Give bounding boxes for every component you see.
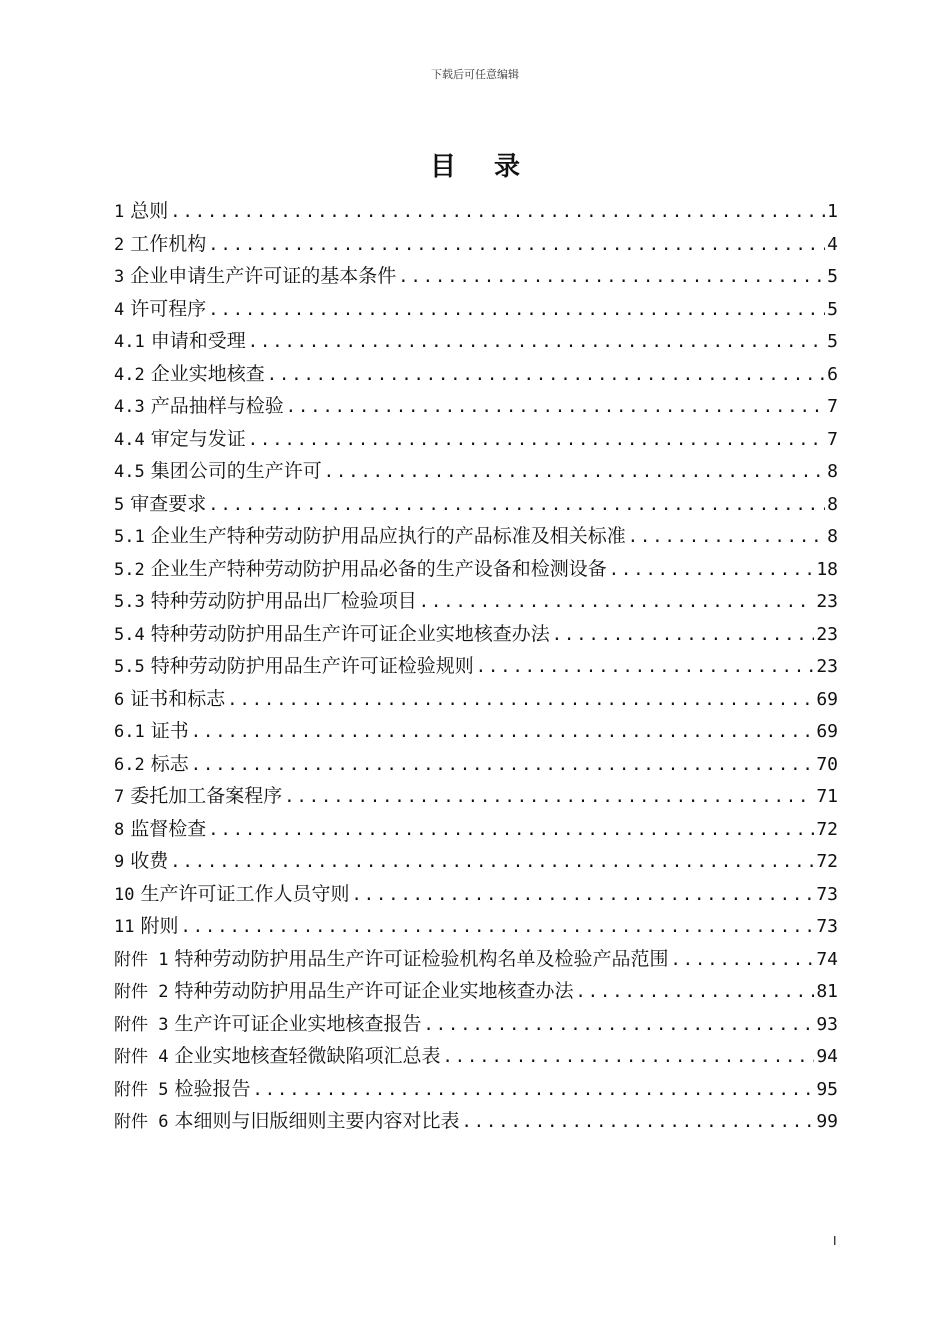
toc-text: 总则 (130, 200, 169, 222)
toc-number: 6 (114, 689, 125, 710)
toc-entry[interactable] (114, 943, 838, 976)
toc-leader-dots (181, 911, 815, 944)
toc-label (114, 228, 206, 262)
toc-text: 审查要求 (130, 492, 207, 515)
toc-page-number: 94 (816, 1046, 838, 1067)
toc-entry[interactable] (114, 553, 838, 586)
toc-entry[interactable] (114, 1040, 838, 1073)
toc-leader-dots (253, 1074, 815, 1107)
toc-label (114, 975, 574, 1009)
toc-label (114, 195, 168, 229)
toc-number: 5.2 (114, 559, 145, 580)
toc-label (114, 423, 246, 457)
toc-label (114, 293, 206, 327)
toc-leader-dots (476, 651, 815, 684)
toc-entry[interactable] (114, 488, 838, 521)
toc-number: 5.3 (114, 592, 145, 612)
toc-leader-dots (191, 716, 815, 749)
toc-leader-dots (208, 294, 825, 327)
toc-page-number: 5 (827, 266, 838, 287)
toc-text: 证书 (150, 720, 189, 742)
toc-page-number: 4 (827, 233, 838, 255)
toc-page-number: 1 (827, 201, 838, 222)
toc-page-number: 8 (827, 461, 838, 482)
toc-number: 附件 1 (114, 949, 169, 970)
toc-text: 产品抽样与检验 (150, 395, 284, 417)
toc-label (114, 780, 282, 814)
toc-leader-dots (191, 749, 815, 782)
toc-leader-dots (419, 586, 815, 619)
toc-entry[interactable] (114, 195, 838, 228)
toc-number: 4.2 (114, 364, 145, 385)
toc-leader-dots (352, 879, 815, 912)
toc-number: 5.4 (114, 624, 145, 645)
toc-number: 5.5 (114, 657, 145, 677)
toc-number: 5 (114, 494, 125, 515)
toc-entry[interactable] (114, 618, 838, 651)
toc-text: 工作机构 (130, 232, 207, 255)
toc-text: 企业生产特种劳动防护用品必备的生产设备和检测设备 (150, 557, 607, 580)
toc-page-number: 99 (816, 1111, 838, 1132)
toc-leader-dots (576, 976, 815, 1009)
toc-number: 6.1 (114, 722, 145, 742)
toc-label (114, 650, 474, 684)
toc-leader-dots (208, 814, 814, 847)
toc-leader-dots (552, 619, 815, 652)
page-title (0, 146, 950, 183)
toc-page-number: 69 (816, 721, 838, 742)
toc-text: 审定与发证 (150, 427, 246, 450)
toc-label (114, 748, 189, 782)
toc-number: 9 (114, 852, 125, 872)
toc-text: 特种劳动防护用品出厂检验项目 (150, 590, 417, 612)
page-footer-mark: I (833, 1234, 837, 1248)
toc-leader-dots (628, 521, 825, 554)
toc-entry[interactable] (114, 325, 838, 358)
toc-text: 检验报告 (174, 1077, 251, 1100)
toc-list (114, 195, 838, 1138)
title-char-1: 目 (429, 152, 456, 182)
toc-text: 监督检查 (130, 817, 207, 840)
toc-text: 特种劳动防护用品生产许可证检验机构名单及检验产品范围 (174, 947, 669, 970)
toc-entry[interactable] (114, 585, 838, 618)
toc-page-number: 71 (816, 786, 838, 807)
toc-text: 企业申请生产许可证的基本条件 (130, 265, 397, 287)
toc-leader-dots (248, 326, 825, 359)
toc-number: 7 (114, 787, 125, 807)
toc-entry[interactable] (114, 390, 838, 423)
toc-text: 企业实地核查 (150, 362, 265, 385)
toc-page-number: 69 (816, 688, 838, 710)
toc-entry[interactable] (114, 1105, 838, 1138)
toc-text: 特种劳动防护用品生产许可证企业实地核查办法 (150, 622, 550, 645)
toc-label (114, 553, 607, 587)
toc-text: 委托加工备案程序 (130, 785, 283, 807)
toc-entry[interactable] (114, 748, 838, 781)
toc-number: 4 (114, 299, 125, 320)
toc-entry[interactable] (114, 1008, 838, 1041)
toc-number: 附件 3 (114, 1014, 169, 1035)
toc-number: 11 (114, 917, 135, 937)
toc-leader-dots (609, 554, 815, 587)
toc-leader-dots (398, 261, 825, 294)
toc-leader-dots (324, 456, 825, 489)
toc-label (114, 1040, 441, 1074)
toc-label (114, 715, 189, 749)
toc-text: 企业实地核查轻微缺陷项汇总表 (174, 1045, 441, 1067)
toc-number: 附件 6 (114, 1112, 169, 1132)
toc-leader-dots (443, 1041, 815, 1074)
toc-leader-dots (208, 489, 825, 522)
toc-page-number: 23 (816, 623, 838, 645)
toc-number: 10 (114, 884, 135, 905)
toc-label (114, 358, 265, 392)
toc-page-number: 5 (827, 298, 838, 320)
toc-entry[interactable] (114, 358, 838, 391)
toc-label (114, 520, 626, 554)
toc-entry[interactable] (114, 228, 838, 261)
toc-entry[interactable] (114, 975, 838, 1008)
toc-number: 附件 2 (114, 982, 169, 1002)
toc-page-number: 23 (816, 591, 838, 612)
toc-number: 4.5 (114, 462, 145, 482)
toc-entry[interactable] (114, 293, 838, 326)
toc-entry[interactable] (114, 878, 838, 911)
toc-number: 8 (114, 819, 125, 840)
toc-entry[interactable] (114, 1073, 838, 1106)
toc-number: 5.1 (114, 527, 145, 547)
toc-entry[interactable] (114, 520, 838, 553)
toc-entry[interactable] (114, 813, 838, 846)
toc-number: 4.1 (114, 332, 145, 352)
toc-number: 6.2 (114, 754, 145, 775)
toc-number: 附件 4 (114, 1047, 169, 1067)
toc-entry[interactable] (114, 715, 838, 748)
toc-page-number: 5 (827, 331, 838, 352)
toc-number: 附件 5 (114, 1079, 169, 1100)
toc-page-number: 72 (816, 818, 838, 840)
toc-page-number: 72 (816, 851, 838, 872)
toc-page-number: 18 (816, 558, 838, 580)
toc-text: 生产许可证企业实地核查报告 (174, 1012, 422, 1035)
toc-page-number: 6 (827, 363, 838, 385)
toc-label (114, 943, 669, 977)
title-char-2: 录 (494, 152, 521, 182)
toc-page-number: 8 (827, 526, 838, 547)
toc-page-number: 73 (816, 883, 838, 905)
toc-entry[interactable] (114, 423, 838, 456)
toc-text: 标志 (150, 752, 189, 775)
toc-leader-dots (170, 196, 825, 229)
toc-text: 许可程序 (130, 297, 207, 320)
toc-leader-dots (462, 1106, 815, 1139)
toc-page-number: 7 (827, 428, 838, 450)
toc-entry[interactable] (114, 260, 838, 293)
toc-label (114, 845, 168, 879)
toc-page-number: 81 (816, 981, 838, 1002)
toc-entry[interactable] (114, 683, 838, 716)
toc-leader-dots (286, 391, 825, 424)
toc-leader-dots (248, 424, 825, 457)
toc-page-number: 74 (816, 948, 838, 970)
toc-label (114, 390, 284, 424)
toc-text: 本细则与旧版细则主要内容对比表 (174, 1110, 460, 1132)
toc-label (114, 455, 322, 489)
toc-label (114, 488, 206, 522)
toc-label (114, 1105, 460, 1139)
toc-leader-dots (227, 684, 814, 717)
toc-entry[interactable] (114, 910, 838, 943)
toc-label (114, 683, 225, 717)
toc-label (114, 260, 396, 294)
toc-text: 生产许可证工作人员守则 (140, 882, 350, 905)
toc-number: 3 (114, 267, 125, 287)
toc-entry[interactable] (114, 845, 838, 878)
toc-label (114, 585, 417, 619)
toc-page-number: 23 (816, 656, 838, 677)
toc-text: 申请和受理 (150, 330, 246, 352)
toc-leader-dots (671, 944, 815, 977)
toc-text: 附则 (140, 915, 179, 937)
toc-number: 4.3 (114, 397, 145, 417)
toc-page-number: 70 (816, 753, 838, 775)
toc-leader-dots (284, 781, 814, 814)
toc-page-number: 95 (816, 1078, 838, 1100)
toc-leader-dots (424, 1009, 815, 1042)
toc-number: 2 (114, 234, 125, 255)
toc-number: 4.4 (114, 429, 145, 450)
toc-label (114, 325, 246, 359)
toc-text: 集团公司的生产许可 (150, 460, 322, 482)
toc-text: 收费 (130, 850, 169, 872)
toc-entry[interactable] (114, 780, 838, 813)
toc-page-number: 73 (816, 916, 838, 937)
toc-text: 特种劳动防护用品生产许可证企业实地核查办法 (174, 980, 574, 1002)
toc-label (114, 813, 206, 847)
toc-number: 1 (114, 202, 125, 222)
toc-label (114, 1073, 251, 1107)
header-note: 下载后可任意编辑 (431, 68, 519, 81)
toc-label (114, 1008, 422, 1042)
toc-leader-dots (267, 359, 825, 392)
toc-label (114, 910, 179, 944)
toc-text: 特种劳动防护用品生产许可证检验规则 (150, 655, 474, 677)
toc-entry[interactable] (114, 650, 838, 683)
toc-page-number: 7 (827, 396, 838, 417)
toc-entry[interactable] (114, 455, 838, 488)
toc-label (114, 618, 550, 652)
toc-page-number: 8 (827, 493, 838, 515)
toc-page-number: 93 (816, 1013, 838, 1035)
toc-leader-dots (170, 846, 814, 879)
toc-text: 证书和标志 (130, 687, 226, 710)
toc-leader-dots (208, 229, 825, 262)
toc-text: 企业生产特种劳动防护用品应执行的产品标准及相关标准 (150, 525, 626, 547)
toc-label (114, 878, 350, 912)
